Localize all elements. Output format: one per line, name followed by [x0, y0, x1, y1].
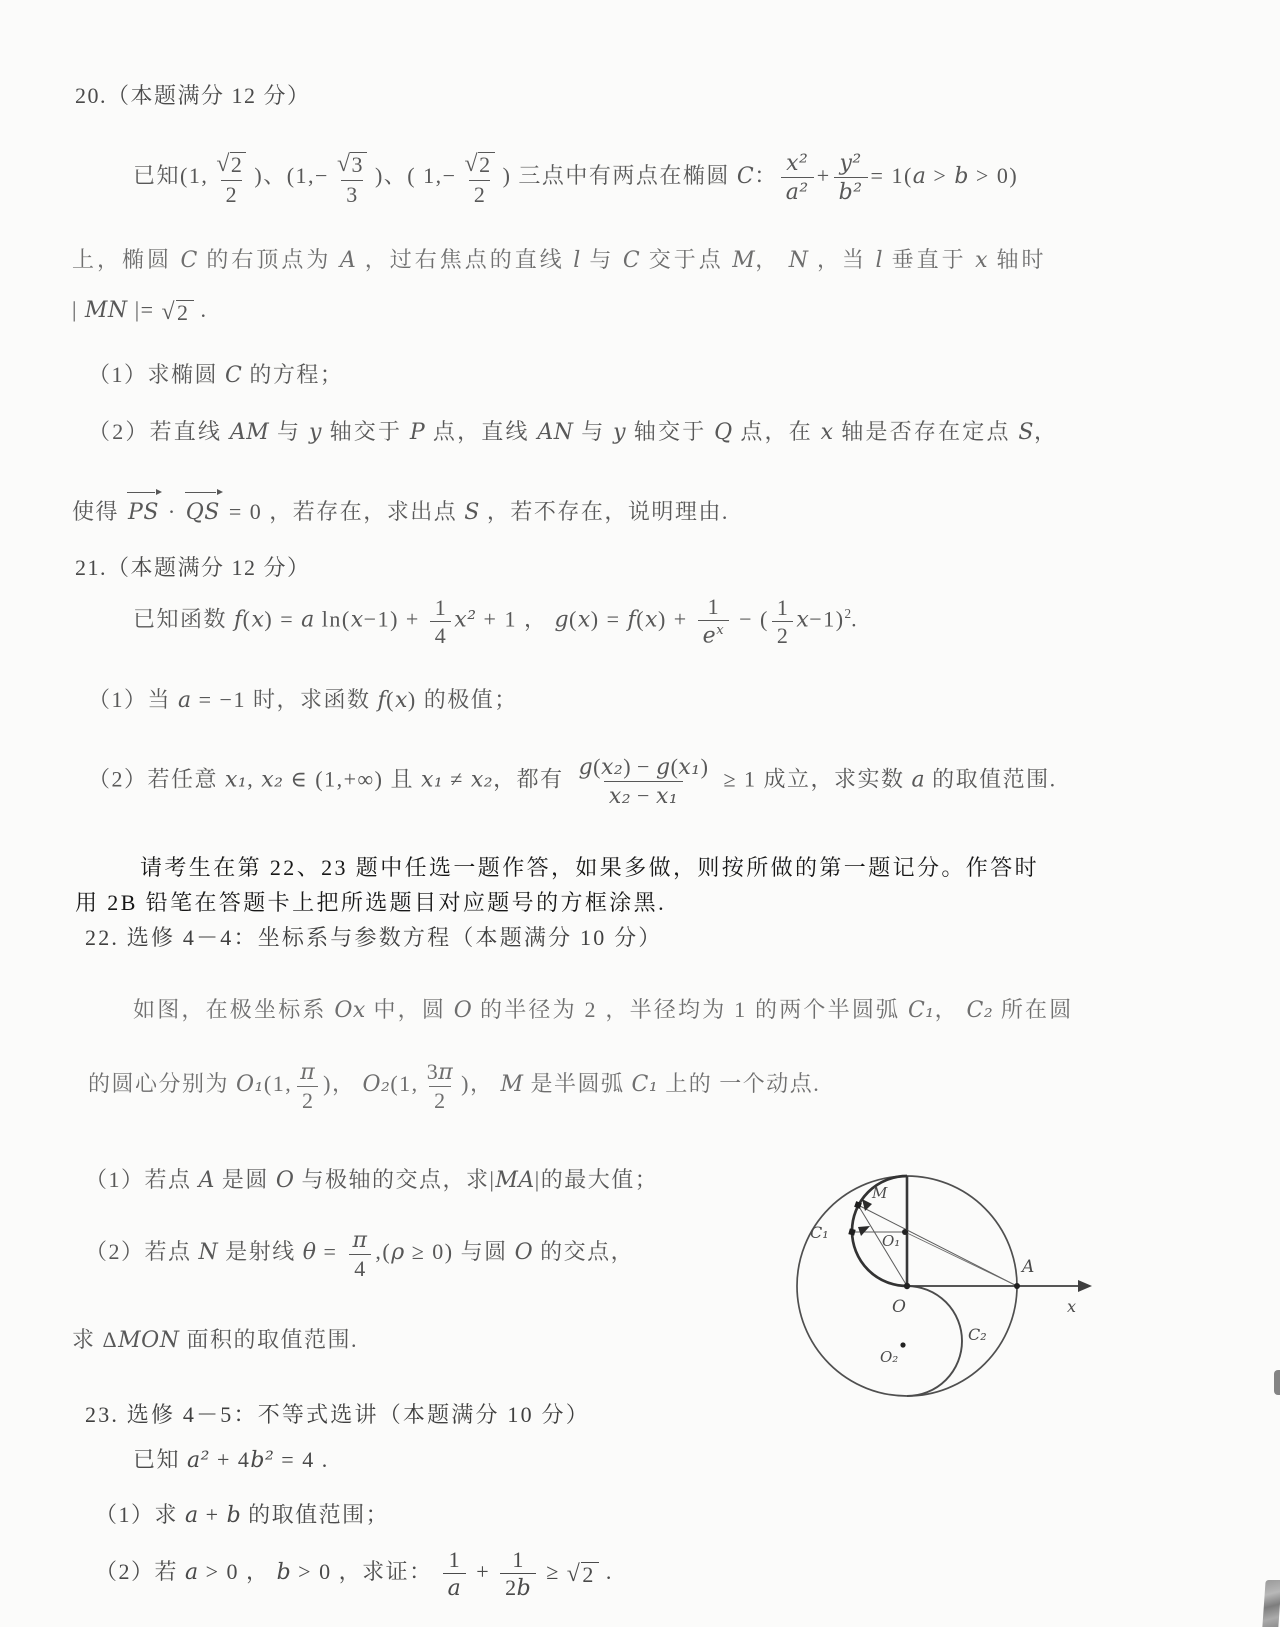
q23-given-line: 已知 a² + 4b² = 4 .: [133, 1447, 329, 1473]
notice-line-1: 请考生在第 22、23 题中任选一题作答，如果多做，则按所做的第一题记分。作答时: [140, 855, 1040, 880]
point-A: [1014, 1283, 1020, 1289]
segment-O1-A: [905, 1232, 1017, 1286]
arc-C2: [907, 1286, 962, 1396]
q20-given-line-2: 上，椭圆 C 的右顶点为 A ，过右焦点的直线 l 与 C 交于点 M， N ，当 l 垂直于 x 轴时: [72, 247, 1047, 273]
q23-part-1: （1）求 a + b 的取值范围；: [95, 1502, 390, 1528]
label-C2: C₂: [968, 1325, 987, 1344]
q20-given-line: 已知(1, √ 2 2 )、(1,− √ 3 3 )、( 1,− √ 2 2 ) 三点中有两点在椭圆 C： $\frac{\text{x²}}{\text{a²}}$ + $\frac{\text{y²}}{\text{b²}}$ = 1(a > b > 0): [133, 151, 1019, 207]
q21-header: 21.（本题满分 12 分）: [75, 555, 311, 580]
q22-given-line-1: 如图，在极坐标系 Ox 中，圆 O 的半径为 2 ，半径均为 1 的两个半圆弧 C₁， C₂ 所在圆: [133, 997, 1074, 1023]
q22-part-2-cont: 求 ΔMON 面积的取值范围.: [72, 1327, 358, 1353]
point-O1: [902, 1229, 908, 1235]
q23-header: 23. 选修 4－5：不等式选讲（本题满分 10 分）: [85, 1402, 590, 1427]
q21-given-line: 已知函数 f(x) = a ln(x−1) + $\frac{1}{4}$ x² + 1 ， g(x) = f(x) + $\frac{1}{e^x}$ − ( $\frac{1}{2}$ x−1)$^2$.: [133, 594, 859, 649]
polar-diagram: [762, 1140, 1097, 1412]
point-O-pole: [904, 1283, 910, 1289]
q22-part-2: （2）若点 N 是射线 θ = $\frac{\pi}{4}$ ,(ρ ≥ 0) 与圆 O 的交点，: [85, 1228, 635, 1282]
label-x: x: [1067, 1297, 1077, 1316]
q20-part-2-cont: 使得 PS · QS = 0 ，若存在，求出点 S ，若不存在，说明理由.: [72, 499, 729, 525]
q22-given-line-2: 的圆心分别为 O₁(1, $\frac{\pi}{2}$ )， O₂(1, $\frac{3\pi}{2}$ )， M 是半圆弧 C₁ 上的 一个动点.: [88, 1059, 821, 1114]
label-O: O: [892, 1297, 906, 1317]
arrow-mark-2: [858, 1226, 870, 1236]
q21-part-1: （1）当 a = −1 时，求函数 f(x) 的极值；: [88, 687, 518, 713]
q20-mn-line: | MN |= √ 2 .: [72, 297, 208, 325]
notice-line-2: 用 2B 铅笔在答题卡上把所选题目对应题号的方框涂黑.: [75, 890, 666, 915]
scan-artifact-edge-mark: [1274, 1370, 1280, 1395]
q22-header: 22. 选修 4－4：坐标系与参数方程（本题满分 10 分）: [85, 925, 663, 950]
label-O2: O₂: [880, 1348, 899, 1366]
point-O2: [900, 1342, 905, 1347]
q20-part-2: （2）若直线 AM 与 y 轴交于 P 点，直线 AN 与 y 轴交于 Q 点，在 x 轴是否存在定点 S，: [88, 419, 1059, 445]
axis-arrowhead: [1078, 1280, 1092, 1292]
q22-part-1: （1）若点 A 是圆 O 与极轴的交点，求|MA|的最大值；: [85, 1167, 659, 1193]
q21-part-2: （2）若任意 x₁, x₂ ∈ (1,+∞) 且 x₁ ≠ x₂，都有 $\frac{\text{g(x₂) − g(x₁)}}{\text{x₂ − x₁}}$ ≥ 1 成立，求实数 a 的取值范围.: [88, 754, 1057, 810]
q20-part-1: （1）求椭圆 C 的方程；: [88, 362, 344, 388]
label-C1: C₁: [810, 1223, 829, 1242]
q23-part-2: （2）若 a > 0 ， b > 0 ，求证： $\frac{1}{a}$ + $\frac{1}{2b}$ ≥ √ 2 .: [95, 1547, 613, 1602]
label-M: M: [872, 1184, 888, 1202]
scan-artifact-corner-blotch: [1262, 1580, 1280, 1627]
label-A: A: [1022, 1257, 1035, 1277]
q20-header: 20.（本题满分 12 分）: [75, 83, 311, 108]
label-O1: O₁: [882, 1232, 901, 1250]
point-M2: [848, 1228, 855, 1235]
